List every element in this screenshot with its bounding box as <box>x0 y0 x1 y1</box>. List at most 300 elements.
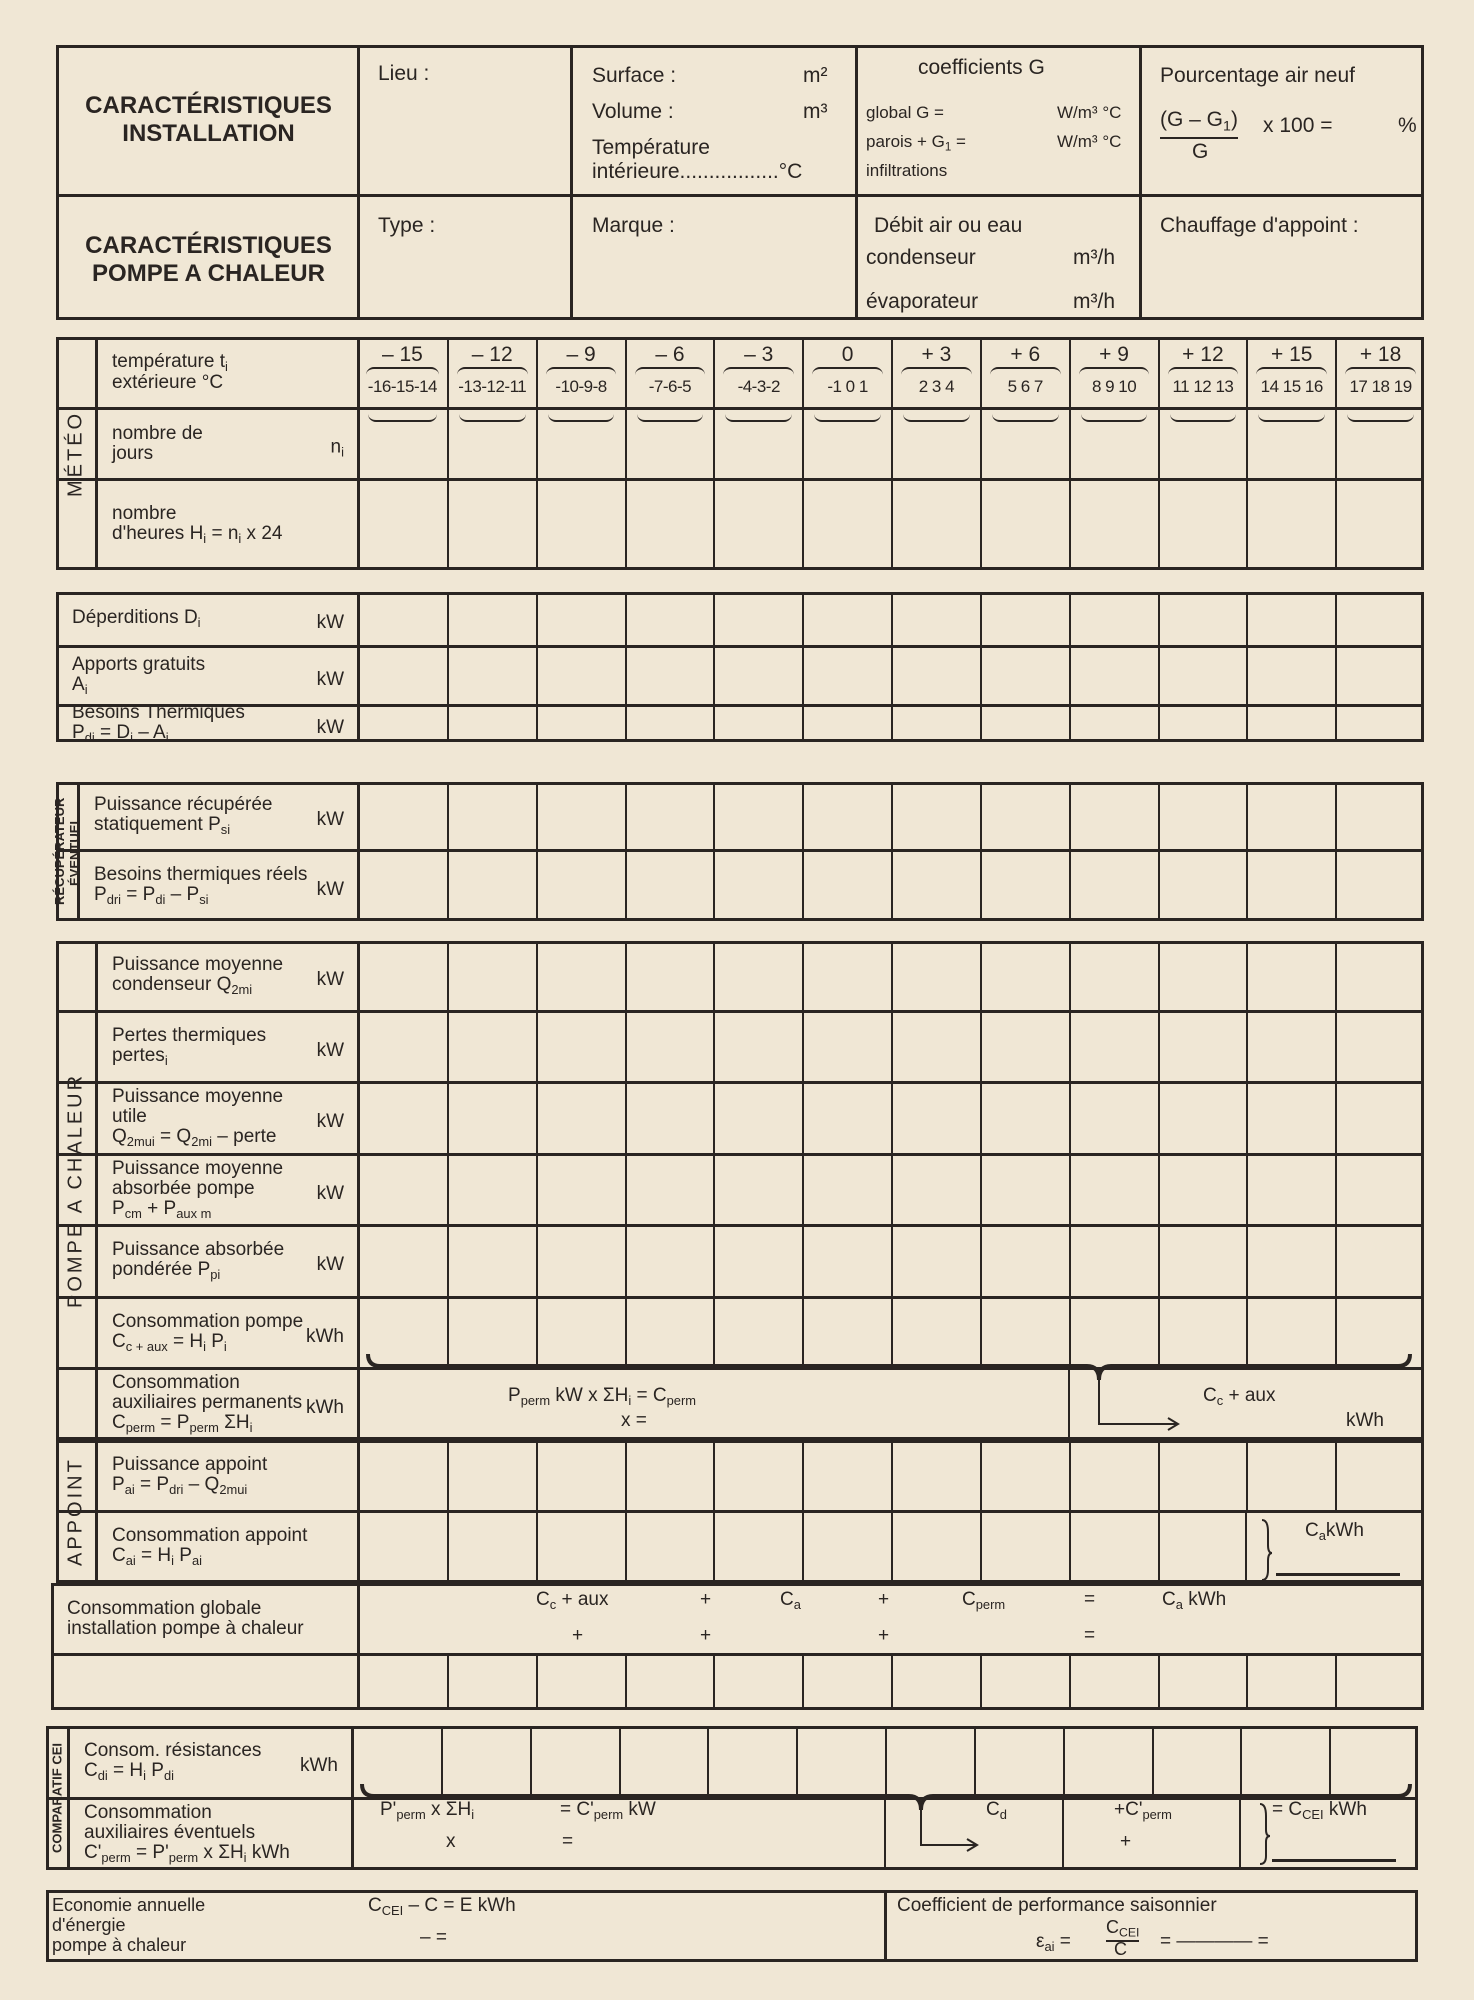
losses-value-cell[interactable] <box>1246 646 1335 705</box>
losses-value-cell[interactable] <box>713 646 802 705</box>
backup-value-cell[interactable] <box>891 1511 980 1583</box>
recovery-value-cell[interactable] <box>891 850 980 921</box>
brace-icon <box>1168 367 1239 375</box>
pump-value-cell[interactable] <box>1069 1082 1158 1154</box>
meteo-value-cell[interactable] <box>1158 479 1247 570</box>
row-label-line-part: di <box>163 1768 175 1784</box>
temperature-value: – 6 <box>655 343 685 366</box>
pump-value-cell[interactable] <box>447 1011 536 1082</box>
pump-value-cell[interactable] <box>1158 1154 1247 1225</box>
meteo-value-cell[interactable] <box>1158 408 1247 479</box>
recovery-value-cell[interactable] <box>1246 850 1335 921</box>
pump-value-cell[interactable] <box>536 1297 625 1368</box>
pump-value-cell[interactable] <box>536 1225 625 1297</box>
row-label-line: Consommation appoint <box>112 1525 308 1547</box>
meteo-value-cell[interactable] <box>1069 408 1158 479</box>
global-value-cell[interactable] <box>1335 1654 1424 1710</box>
pump-value-cell[interactable] <box>713 1297 802 1368</box>
losses-value-cell[interactable] <box>891 646 980 705</box>
recovery-value-cell[interactable] <box>1335 850 1424 921</box>
pump-value-cell[interactable] <box>891 1154 980 1225</box>
coef-global-label: global G = <box>866 103 944 122</box>
pump-value-cell[interactable] <box>891 1011 980 1082</box>
pump-value-cell[interactable] <box>447 1154 536 1225</box>
global-row-label <box>51 1583 358 1654</box>
pump-value-cell[interactable] <box>980 1154 1069 1225</box>
recovery-value-cell[interactable] <box>358 782 447 850</box>
meteo-row-label <box>96 337 358 408</box>
row-label-line-part: = P <box>155 1412 190 1434</box>
losses-value-cell[interactable] <box>802 646 891 705</box>
global-value-cell[interactable] <box>447 1654 536 1710</box>
backup-value-cell[interactable] <box>802 1511 891 1583</box>
global-value-cell[interactable] <box>891 1654 980 1710</box>
losses-value-cell[interactable] <box>1246 592 1335 646</box>
installation-title <box>59 92 358 147</box>
total-underline <box>1272 1859 1396 1862</box>
row-label-line: Consommation pompe <box>112 1310 304 1332</box>
losses-value-cell[interactable] <box>625 646 714 705</box>
pump-value-cell[interactable] <box>980 1225 1069 1297</box>
global-value-cell[interactable] <box>1069 1654 1158 1710</box>
recovery-value-cell[interactable] <box>802 850 891 921</box>
losses-value-cell[interactable] <box>536 592 625 646</box>
backup-value-cell[interactable] <box>802 1440 891 1511</box>
meteo-value-cell[interactable] <box>358 479 447 570</box>
row-label-line-part: perm <box>189 1420 219 1436</box>
row-label-line-part: i <box>171 1553 175 1569</box>
title-line: INSTALLATION <box>122 119 295 147</box>
row-label-line-part: P <box>205 1330 224 1352</box>
global-plus: + <box>878 1625 890 1646</box>
losses-value-cell[interactable] <box>802 705 891 742</box>
recovery-value-cell[interactable] <box>980 782 1069 850</box>
recovery-value-cell[interactable] <box>358 850 447 921</box>
pump-value-cell[interactable] <box>1335 941 1424 1011</box>
meteo-value-cell[interactable] <box>891 408 980 479</box>
pump-value-cell[interactable] <box>625 1082 714 1154</box>
pump-row-label <box>96 1082 358 1154</box>
cei-formula-a-part: perm <box>396 1806 426 1822</box>
losses-value-cell[interactable] <box>1246 705 1335 742</box>
cei-value-cell[interactable] <box>974 1726 1063 1798</box>
backup-value-cell[interactable] <box>1158 1511 1247 1583</box>
backup-value-cell[interactable] <box>891 1440 980 1511</box>
pump-row-label <box>96 1011 358 1082</box>
losses-value-cell[interactable] <box>1335 646 1424 705</box>
backup-value-cell[interactable] <box>1069 1511 1158 1583</box>
row-label-line-part: i <box>197 615 201 631</box>
recovery-value-cell[interactable] <box>713 850 802 921</box>
backup-value-cell[interactable] <box>980 1511 1069 1583</box>
meteo-value-cell[interactable] <box>625 337 714 408</box>
meteo-value-cell[interactable] <box>1069 479 1158 570</box>
row-label-line: Consommation <box>112 1372 240 1394</box>
pump-value-cell[interactable] <box>1335 1154 1424 1225</box>
pump-value-cell[interactable] <box>891 1297 980 1368</box>
divider <box>1139 45 1142 320</box>
cei-value-cell[interactable] <box>1329 1726 1418 1798</box>
recovery-side-label: RÉCUPÉRATEUR ÉVENTUEL <box>52 797 82 906</box>
losses-value-cell[interactable] <box>980 705 1069 742</box>
cei-value-cell[interactable] <box>1063 1726 1152 1798</box>
meteo-value-cell[interactable] <box>358 408 447 479</box>
backup-value-cell[interactable] <box>1246 1440 1335 1511</box>
coef-walls-label-part: parois + G <box>866 132 945 151</box>
pump-value-cell[interactable] <box>1335 1011 1424 1082</box>
brace-icon <box>1347 414 1414 422</box>
losses-value-cell[interactable] <box>625 592 714 646</box>
meteo-value-cell[interactable] <box>891 479 980 570</box>
backup-value-cell[interactable] <box>713 1440 802 1511</box>
recovery-value-cell[interactable] <box>1069 850 1158 921</box>
global-value-cell[interactable] <box>536 1654 625 1710</box>
recovery-value-cell[interactable] <box>1069 782 1158 850</box>
meteo-value-cell[interactable] <box>358 337 447 408</box>
fresh-air-percent: % <box>1398 114 1417 137</box>
recovery-value-cell[interactable] <box>891 782 980 850</box>
recovery-value-cell[interactable] <box>447 850 536 921</box>
pump-value-cell[interactable] <box>1335 1297 1424 1368</box>
surface-unit: m² <box>803 64 828 87</box>
pump-value-cell[interactable] <box>358 1082 447 1154</box>
backup-value-cell[interactable] <box>536 1511 625 1583</box>
meteo-value-cell[interactable] <box>713 408 802 479</box>
temperature-range: 17 18 19 <box>1349 377 1412 396</box>
recovery-value-cell[interactable] <box>625 782 714 850</box>
backup-value-cell[interactable] <box>536 1440 625 1511</box>
backup-value-cell[interactable] <box>358 1440 447 1511</box>
meteo-value-cell[interactable] <box>980 337 1069 408</box>
pump-value-cell[interactable] <box>625 1154 714 1225</box>
pump-value-cell[interactable] <box>447 941 536 1011</box>
pump-value-cell[interactable] <box>713 1082 802 1154</box>
recovery-value-cell[interactable] <box>1158 782 1247 850</box>
recovery-value-cell[interactable] <box>802 782 891 850</box>
cei-value-cell[interactable] <box>1240 1726 1329 1798</box>
global-value-cell[interactable] <box>802 1654 891 1710</box>
pump-value-cell[interactable] <box>713 1154 802 1225</box>
recovery-value-cell[interactable] <box>447 782 536 850</box>
cei-value-cell[interactable] <box>352 1726 441 1798</box>
pump-value-cell[interactable] <box>802 1225 891 1297</box>
meteo-value-cell[interactable] <box>536 408 625 479</box>
meteo-value-cell[interactable] <box>1246 408 1335 479</box>
pump-value-cell[interactable] <box>358 1154 447 1225</box>
brace-icon <box>366 367 439 375</box>
losses-value-cell[interactable] <box>980 592 1069 646</box>
pump-value-cell[interactable] <box>980 1297 1069 1368</box>
backup-value-cell[interactable] <box>447 1440 536 1511</box>
meteo-value-cell[interactable] <box>713 479 802 570</box>
pump-value-cell[interactable] <box>802 1011 891 1082</box>
losses-value-cell[interactable] <box>891 705 980 742</box>
cei-formula-b <box>560 1800 656 1822</box>
pump-value-cell[interactable] <box>1246 1082 1335 1154</box>
meteo-value-cell[interactable] <box>447 337 536 408</box>
aux-formula-part: P <box>508 1385 521 1406</box>
cei-value-cell[interactable] <box>707 1726 796 1798</box>
global-term-total-part: C <box>1162 1589 1176 1610</box>
losses-value-cell[interactable] <box>1158 592 1247 646</box>
cei-value-cell[interactable] <box>441 1726 530 1798</box>
losses-value-cell[interactable] <box>536 646 625 705</box>
losses-value-cell[interactable] <box>980 646 1069 705</box>
losses-value-cell[interactable] <box>802 592 891 646</box>
pump-value-cell[interactable] <box>802 1154 891 1225</box>
meteo-value-cell[interactable] <box>980 479 1069 570</box>
pump-value-cell[interactable] <box>1158 1011 1247 1082</box>
pump-value-cell[interactable] <box>447 1297 536 1368</box>
meteo-value-cell[interactable] <box>447 408 536 479</box>
recovery-value-cell[interactable] <box>713 782 802 850</box>
aux-formula-part: = C <box>631 1385 667 1406</box>
pump-value-cell[interactable] <box>1158 1297 1247 1368</box>
meteo-value-cell[interactable] <box>980 408 1069 479</box>
pump-value-cell[interactable] <box>891 1225 980 1297</box>
row-label-line-part: si <box>199 891 209 907</box>
row-label-line: jours <box>112 442 154 464</box>
recovery-value-cell[interactable] <box>536 850 625 921</box>
cei-formula-b-part: kW <box>623 1799 656 1820</box>
global-value-cell[interactable] <box>358 1654 447 1710</box>
fresh-air-numerator-part: ) <box>1230 108 1238 131</box>
pump-value-cell[interactable] <box>358 1225 447 1297</box>
brace-icon <box>1081 414 1148 422</box>
pump-value-cell[interactable] <box>625 941 714 1011</box>
pump-value-cell[interactable] <box>1158 1082 1247 1154</box>
pump-value-cell[interactable] <box>1246 941 1335 1011</box>
pump-value-cell[interactable] <box>1069 1011 1158 1082</box>
losses-value-cell[interactable] <box>358 705 447 742</box>
row-label-line-part: P <box>72 721 85 743</box>
pump-value-cell[interactable] <box>802 1297 891 1368</box>
pump-value-cell[interactable] <box>625 1225 714 1297</box>
row-label-line-part: i <box>164 1052 168 1068</box>
row-label-line-part: A <box>72 673 85 695</box>
losses-value-cell[interactable] <box>1069 646 1158 705</box>
backup-value-cell[interactable] <box>625 1511 714 1583</box>
row-label-line-part: = Q <box>154 1126 192 1148</box>
meteo-value-cell[interactable] <box>625 408 714 479</box>
title-line: CARACTÉRISTIQUES <box>85 232 332 259</box>
losses-value-cell[interactable] <box>713 705 802 742</box>
row-label-line <box>72 675 358 696</box>
pump-value-cell[interactable] <box>980 941 1069 1011</box>
cei-value-cell[interactable] <box>619 1726 708 1798</box>
pump-value-cell[interactable] <box>980 1082 1069 1154</box>
pump-value-cell[interactable] <box>713 1225 802 1297</box>
pump-value-cell[interactable] <box>1158 1225 1247 1297</box>
losses-value-cell[interactable] <box>447 646 536 705</box>
pump-value-cell[interactable] <box>713 941 802 1011</box>
global-plus: + <box>878 1589 890 1610</box>
pump-value-cell[interactable] <box>1335 1225 1424 1297</box>
pump-value-cell[interactable] <box>358 941 447 1011</box>
global-term-total-part: a <box>1175 1596 1183 1612</box>
pump-value-cell[interactable] <box>358 1297 447 1368</box>
temperature-value: + 6 <box>1010 343 1041 366</box>
pump-value-cell[interactable] <box>1158 941 1247 1011</box>
pump-value-cell[interactable] <box>1069 1225 1158 1297</box>
pump-value-cell[interactable] <box>447 1225 536 1297</box>
economy-label-line: pompe à chaleur <box>52 1934 187 1955</box>
global-value-cell[interactable] <box>1246 1654 1335 1710</box>
pump-value-cell[interactable] <box>536 1011 625 1082</box>
global-term-pump-part: + aux <box>556 1589 609 1610</box>
row-unit: kWh <box>306 1397 344 1419</box>
pump-value-cell[interactable] <box>802 941 891 1011</box>
pump-value-cell[interactable] <box>447 1082 536 1154</box>
cei-value-cell[interactable] <box>796 1726 885 1798</box>
meteo-value-cell[interactable] <box>891 337 980 408</box>
flow-title: Débit air ou eau <box>874 214 1023 237</box>
row-label-line-part: perm <box>125 1420 156 1436</box>
pump-value-cell[interactable] <box>891 1082 980 1154</box>
losses-value-cell[interactable] <box>1158 705 1247 742</box>
row-unit: kW <box>316 878 344 900</box>
meteo-value-cell[interactable] <box>1246 479 1335 570</box>
row-label-line: Besoins thermiques réels <box>94 863 308 885</box>
losses-value-cell[interactable] <box>891 592 980 646</box>
losses-value-cell[interactable] <box>536 705 625 742</box>
meteo-value-cell[interactable] <box>1335 408 1424 479</box>
pump-value-cell[interactable] <box>536 1154 625 1225</box>
pump-value-cell[interactable] <box>1335 1082 1424 1154</box>
temperature-range: -10-9-8 <box>555 377 607 396</box>
type-label: Type : <box>378 214 436 237</box>
meteo-value-cell[interactable] <box>536 479 625 570</box>
losses-value-cell[interactable] <box>447 705 536 742</box>
pump-value-cell[interactable] <box>536 1082 625 1154</box>
backup-value-cell[interactable] <box>713 1511 802 1583</box>
global-value-cell[interactable] <box>980 1654 1069 1710</box>
pump-value-cell[interactable] <box>1069 941 1158 1011</box>
temperature-range: -1 0 1 <box>827 377 868 396</box>
temperature-range: 14 15 16 <box>1260 377 1323 396</box>
pump-value-cell[interactable] <box>1246 1154 1335 1225</box>
losses-value-cell[interactable] <box>1335 592 1424 646</box>
meteo-value-cell[interactable] <box>536 337 625 408</box>
pump-value-cell[interactable] <box>980 1011 1069 1082</box>
pump-value-cell[interactable] <box>358 1011 447 1082</box>
global-value-cell[interactable] <box>713 1654 802 1710</box>
meteo-value-cell[interactable] <box>713 337 802 408</box>
brace-icon <box>546 367 617 375</box>
losses-value-cell[interactable] <box>1069 705 1158 742</box>
temperature-range: 5 6 7 <box>1007 377 1043 396</box>
meteo-value-cell[interactable] <box>802 337 891 408</box>
losses-value-cell[interactable] <box>447 592 536 646</box>
pump-value-cell[interactable] <box>891 941 980 1011</box>
meteo-value-cell[interactable] <box>1158 337 1247 408</box>
global-term-total-part: kWh <box>1182 1589 1227 1610</box>
losses-value-cell[interactable] <box>358 646 447 705</box>
recovery-value-cell[interactable] <box>625 850 714 921</box>
meteo-value-cell[interactable] <box>625 479 714 570</box>
cei-value-cell[interactable] <box>530 1726 619 1798</box>
row-label-line-part: i <box>130 729 133 745</box>
row-label-line-part: i <box>225 358 228 374</box>
backup-value-cell[interactable] <box>1158 1440 1247 1511</box>
global-value-cell[interactable] <box>1158 1654 1247 1710</box>
recovery-value-cell[interactable] <box>1246 782 1335 850</box>
backup-value-cell[interactable] <box>1335 1440 1424 1511</box>
temperature-range: -7-6-5 <box>648 377 692 396</box>
pump-value-cell[interactable] <box>1246 1225 1335 1297</box>
cei-formula-b-part: = C' <box>560 1799 594 1820</box>
pump-value-cell[interactable] <box>625 1297 714 1368</box>
losses-value-cell[interactable] <box>1069 592 1158 646</box>
recovery-value-cell[interactable] <box>1158 850 1247 921</box>
losses-value-cell[interactable] <box>625 705 714 742</box>
cei-value-cell[interactable] <box>1152 1726 1241 1798</box>
pump-value-cell[interactable] <box>713 1011 802 1082</box>
backup-value-cell[interactable] <box>358 1511 447 1583</box>
cei-plus: + <box>1120 1831 1132 1852</box>
pump-value-cell[interactable] <box>536 941 625 1011</box>
recovery-value-cell[interactable] <box>1335 782 1424 850</box>
meteo-value-cell[interactable] <box>1335 479 1424 570</box>
row-unit: kW <box>316 1254 344 1276</box>
losses-row-label <box>56 592 358 646</box>
indoor-temperature-label: Température <box>592 136 710 159</box>
pump-value-cell[interactable] <box>802 1082 891 1154</box>
recovery-value-cell[interactable] <box>980 850 1069 921</box>
pump-value-cell[interactable] <box>1069 1297 1158 1368</box>
cei-value-cell[interactable] <box>885 1726 974 1798</box>
economy-formula <box>368 1896 516 1918</box>
brace-icon <box>637 414 704 422</box>
row-unit: kW <box>316 612 344 634</box>
meteo-value-cell[interactable] <box>1246 337 1335 408</box>
meteo-value-cell[interactable] <box>1335 337 1424 408</box>
pump-row-label <box>96 1154 358 1225</box>
fresh-air-denominator: G <box>1192 140 1209 163</box>
cei-formula-a-part: P' <box>380 1799 397 1820</box>
backup-value-cell[interactable] <box>980 1440 1069 1511</box>
cei-total-label-part: = C <box>1272 1799 1303 1820</box>
temperature-range: -16-15-14 <box>367 377 438 396</box>
brace-icon <box>812 367 883 375</box>
backup-value-cell[interactable] <box>447 1511 536 1583</box>
row-label-line-part: C <box>84 1760 98 1782</box>
losses-value-cell[interactable] <box>713 592 802 646</box>
losses-value-cell[interactable] <box>358 592 447 646</box>
divider <box>56 194 1424 197</box>
meteo-value-cell[interactable] <box>1069 337 1158 408</box>
meteo-value-cell[interactable] <box>802 408 891 479</box>
recovery-value-cell[interactable] <box>536 782 625 850</box>
pump-value-cell[interactable] <box>1069 1154 1158 1225</box>
row-label-line-part: i <box>243 1850 247 1866</box>
row-label-line-part: P <box>94 883 107 905</box>
losses-value-cell[interactable] <box>1335 705 1424 742</box>
divider <box>884 1798 886 1870</box>
row-label-line: Besoins Thermiques <box>72 701 245 723</box>
row-label-line-part: pondérée P <box>112 1259 211 1281</box>
pump-value-cell[interactable] <box>625 1011 714 1082</box>
cei-total-label <box>1272 1800 1367 1822</box>
meteo-value-cell[interactable] <box>802 479 891 570</box>
meteo-value-cell[interactable] <box>447 479 536 570</box>
pump-value-cell[interactable] <box>1246 1297 1335 1368</box>
losses-value-cell[interactable] <box>1158 646 1247 705</box>
pump-value-cell[interactable] <box>1246 1011 1335 1082</box>
backup-value-cell[interactable] <box>1069 1440 1158 1511</box>
backup-value-cell[interactable] <box>625 1440 714 1511</box>
global-value-cell[interactable] <box>625 1654 714 1710</box>
